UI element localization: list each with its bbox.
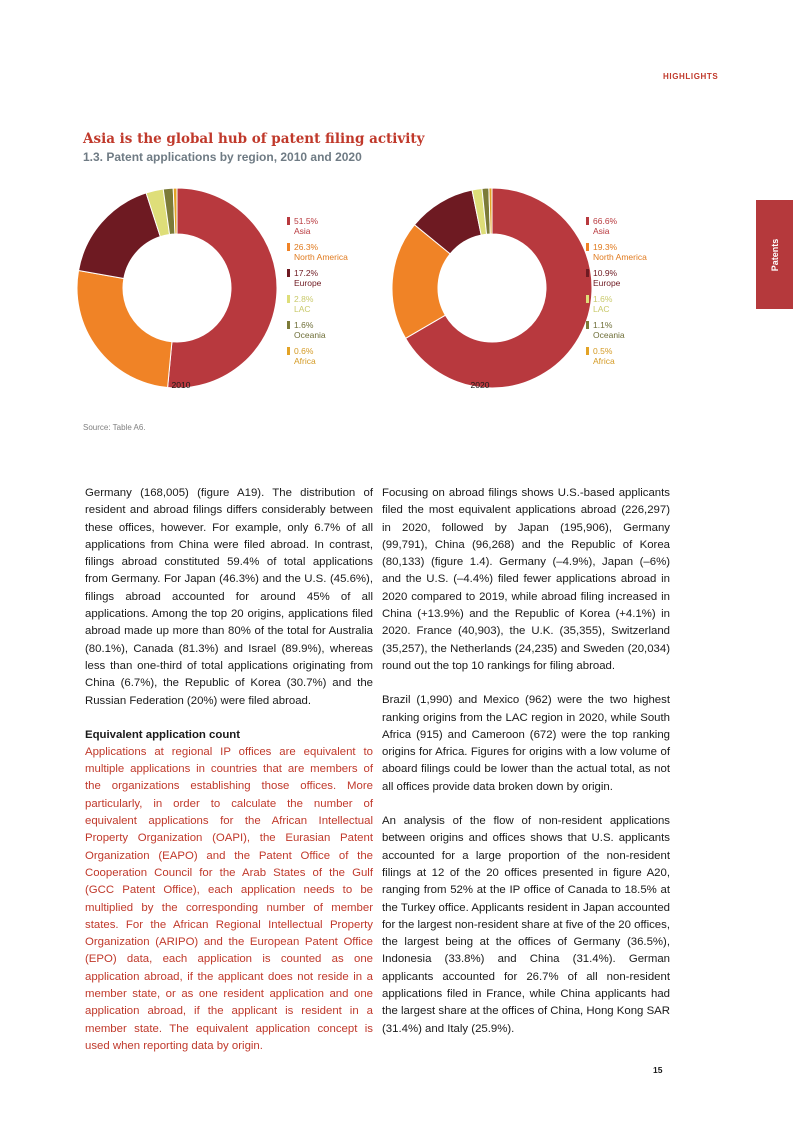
legend-label: Europe: [593, 278, 621, 288]
legend-swatch: [287, 243, 290, 251]
side-tab: [756, 200, 793, 309]
left-column: [85, 485, 373, 1072]
legend-item: [586, 346, 706, 366]
legend-swatch: [586, 321, 589, 329]
legend-label: LAC: [593, 304, 610, 314]
paragraph: Focusing on abroad filings shows U.S.-based applicants filed the most equivalent applications abroad (226,297) in 2020, followed by Japan (195,906), Germany (99,791), China (96,268) and the Republic of Korea (80,133) (figure 1.4). Germany (–4.9%), Japan (–6%) and the U.S. (–4.4%) filed fewer applications abroad in 2020 compared to 2019, while abroad filing increased in China (+13.9%) and the Republic of Korea (+4.1%) in 2020. France (40,903), the U.K. (35,355), Switzerland (35,257), the Netherlands (24,235) and Sweden (20,034) round out the top 10 rankings for filing abroad.: [382, 487, 670, 672]
side-tab-label: Patents: [769, 238, 780, 271]
legend-item: [586, 268, 706, 288]
donut-chart-2020: [370, 180, 700, 395]
section-heading: Equivalent application count: [85, 728, 241, 741]
paragraph: An analysis of the flow of non-resident applications between origins and offices shows that U.S. applicants accounted for a large proportion of the non-resident filings at 12 of the 20 offices presented in figure A20, ranging from 52% at the IP office of Canada to 18.5% at the Turkey office. Applicants resident in Japan accounted for the largest non-resident share at five of the 20 offices, the largest being at the offices of Germany (36.5%), Indonesia (33.8%) and China (31.4%). German applicants accounted for 26.7% of all non-resident applications filed in France, while China applicants had the largest share at the offices of China, Hong Kong SAR (31.4%) and Italy (25.9%).: [382, 815, 670, 1035]
paragraph: Brazil (1,990) and Mexico (962) were the two highest ranking origins from the LAC region in 2020, while South Africa (915) and Cameroon (672) were the top ranking origins for Africa. Figures for origins with a low volume of aboard filings could be lower than the actual total, as not all offices provide data broken down by origin.: [382, 694, 670, 793]
legend-item: [586, 320, 706, 340]
legend-value: 51.5%: [294, 216, 319, 226]
legend-value: 66.6%: [593, 216, 618, 226]
legend-value: 1.6%: [593, 294, 613, 304]
legend-swatch: [287, 321, 290, 329]
legend-value: 0.5%: [593, 346, 613, 356]
figure-source: Source: Table A6.: [83, 423, 146, 432]
donut-chart-2010: [55, 180, 385, 395]
legend-label: Africa: [593, 356, 615, 366]
legend-value: 1.1%: [593, 320, 613, 330]
figure-title: Asia is the global hub of patent filing activity: [83, 131, 425, 147]
year-label-2020: 2020: [470, 380, 490, 390]
legend-label: North America: [294, 252, 348, 262]
donut-svg-2010: [55, 180, 285, 390]
legend-label: North America: [593, 252, 647, 262]
legend-swatch: [287, 295, 290, 303]
legend-label: Asia: [593, 226, 610, 236]
legend-swatch: [586, 295, 589, 303]
section-header: HIGHLIGHTS: [663, 72, 719, 81]
page-number: 15: [653, 1065, 663, 1075]
legend-item: [586, 216, 706, 236]
legend-label: LAC: [294, 304, 311, 314]
legend-value: 0.6%: [294, 346, 314, 356]
legend-value: 19.3%: [593, 242, 618, 252]
legend-value: 26.3%: [294, 242, 319, 252]
legend-label: Africa: [294, 356, 316, 366]
paragraph-highlight: Applications at regional IP offices are equivalent to multiple applications in countries that are members of the organizations establishing those offices. More particularly, in order to calculate the number of equivalent applications for the African Intellectual Property Organization (OAPI), the Eurasian Patent Organization (EAPO) and the Patent Office of the Cooperation Council for the Arab States of the Gulf (GCC Patent Office), each application needs to be multiplied by the corresponding number of member states. For the African Regional Intellectual Property Organization (ARIPO) and the European Patent Office (EPO) data, each application is counted as one application abroad, if the applicant does not reside in a member state, or as one resident application and one application abroad, if the applicant is resident in a member state. The equivalent application concept is used when reporting data by origin.: [85, 745, 373, 1052]
legend-label: Asia: [294, 226, 311, 236]
figure-subtitle: 1.3. Patent applications by region, 2010 and 2020: [83, 150, 362, 164]
legend-swatch: [287, 269, 290, 277]
legend-label: Oceania: [294, 330, 326, 340]
donut-slice-europe: [79, 193, 161, 279]
donut-svg-2020: [370, 180, 600, 390]
legend-value: 2.8%: [294, 294, 314, 304]
legend-value: 17.2%: [294, 268, 319, 278]
legend-value: 1.6%: [294, 320, 314, 330]
donut-slice-asia: [168, 188, 277, 388]
legend-item: [586, 294, 706, 314]
paragraph: Germany (168,005) (figure A19). The distribution of resident and abroad filings differs considerably between these offices, however. For example, only 6.7% of all applications from China were filed abroad. In contrast, filings abroad constituted 59.4% of total applications from Germany. For Japan (46.3%) and the U.S. (45.6%), filings abroad accounted for around 45% of all applications. Among the top 20 origins, applications filed abroad made up more than 80% of the total for Australia (80.1%), Canada (81.3%) and Israel (89.9%), whereas less than one-third of total applications originating from China (6.7%), the Republic of Korea (30.7%) and the Russian Federation (20%) were filed abroad.: [85, 487, 373, 707]
legend-label: Oceania: [593, 330, 625, 340]
legend-swatch: [287, 217, 290, 225]
legend-2020: [586, 216, 706, 372]
legend-label: Europe: [294, 278, 322, 288]
right-column: [382, 485, 670, 1055]
legend-swatch: [287, 347, 290, 355]
legend-swatch: [586, 269, 589, 277]
year-label-2010: 2010: [171, 380, 191, 390]
legend-swatch: [586, 347, 589, 355]
legend-value: 10.9%: [593, 268, 618, 278]
donut-slice-north-america: [77, 270, 172, 387]
legend-swatch: [586, 217, 589, 225]
legend-item: [586, 242, 706, 262]
legend-swatch: [586, 243, 589, 251]
